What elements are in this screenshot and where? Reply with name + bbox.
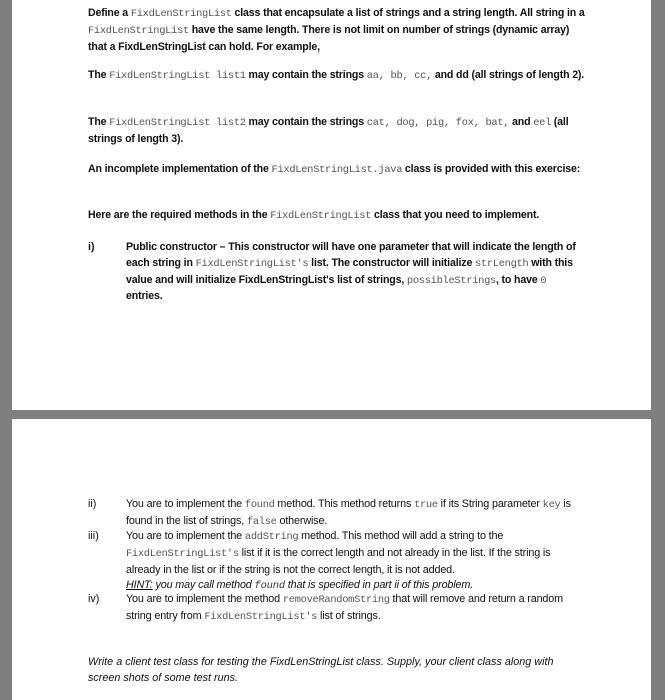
client-test-instruction: Write a client test class for testing the FixdLenStringList class. Supply, your client class along with screen shots of some test runs. bbox=[88, 656, 554, 684]
item-text: You are to implement the found method. This method returns true if its String parameter key is found in the list of strings, false otherwise. bbox=[126, 498, 571, 528]
item-number: iii) bbox=[88, 530, 99, 542]
hint-line: HINT: you may call method found that is specified in part ii of this problem. bbox=[126, 579, 474, 593]
item-number: i) bbox=[88, 241, 95, 253]
item-number: ii) bbox=[88, 498, 97, 510]
item-text: Public constructor – This constructor will have one parameter that will indicate the length of each string in FixdLenStringList's list. The constructor will initialize strLength with this value and will initialize FixdLenStringList's list of strings, possibleStrings, to have 0 entries. bbox=[126, 241, 576, 303]
document-page-2 bbox=[12, 419, 651, 700]
item-number: iv) bbox=[88, 593, 100, 605]
required-methods-paragraph: Here are the required methods in the FixdLenStringList class that you need to implement. bbox=[88, 209, 540, 222]
intro-paragraph: Define a FixdLenStringList class that encapsulate a list of strings and a string length. All string in a FixdLenStringList have the same length. There is not limit on number of strings (dynamic array) that a FixdLenStringList can hold. For example, bbox=[88, 7, 585, 53]
example-list2-paragraph: The FixdLenStringList list2 may contain the strings cat, dog, pig, fox, bat, and eel (all strings of length 3). bbox=[88, 116, 569, 145]
item-text: You are to implement the method removeRandomString that will remove and return a random string entry from FixdLenStringList's list of strings. bbox=[126, 593, 563, 623]
document-page-1 bbox=[12, 0, 651, 410]
item-text: You are to implement the addString method. This method will add a string to the FixdLenStringList's list if it is the correct length and not already in the list. If the string is already in the list or if the string is not the correct length, it is not added. HINT: you may call method found that is specified in part ii of this problem. bbox=[126, 530, 551, 593]
example-list1-paragraph: The FixdLenStringList list1 may contain the strings aa, bb, cc, and dd (all strings of length 2). bbox=[88, 69, 585, 82]
incomplete-implementation-paragraph: An incomplete implementation of the FixdLenStringList.java class is provided with this exercise: bbox=[88, 163, 581, 176]
